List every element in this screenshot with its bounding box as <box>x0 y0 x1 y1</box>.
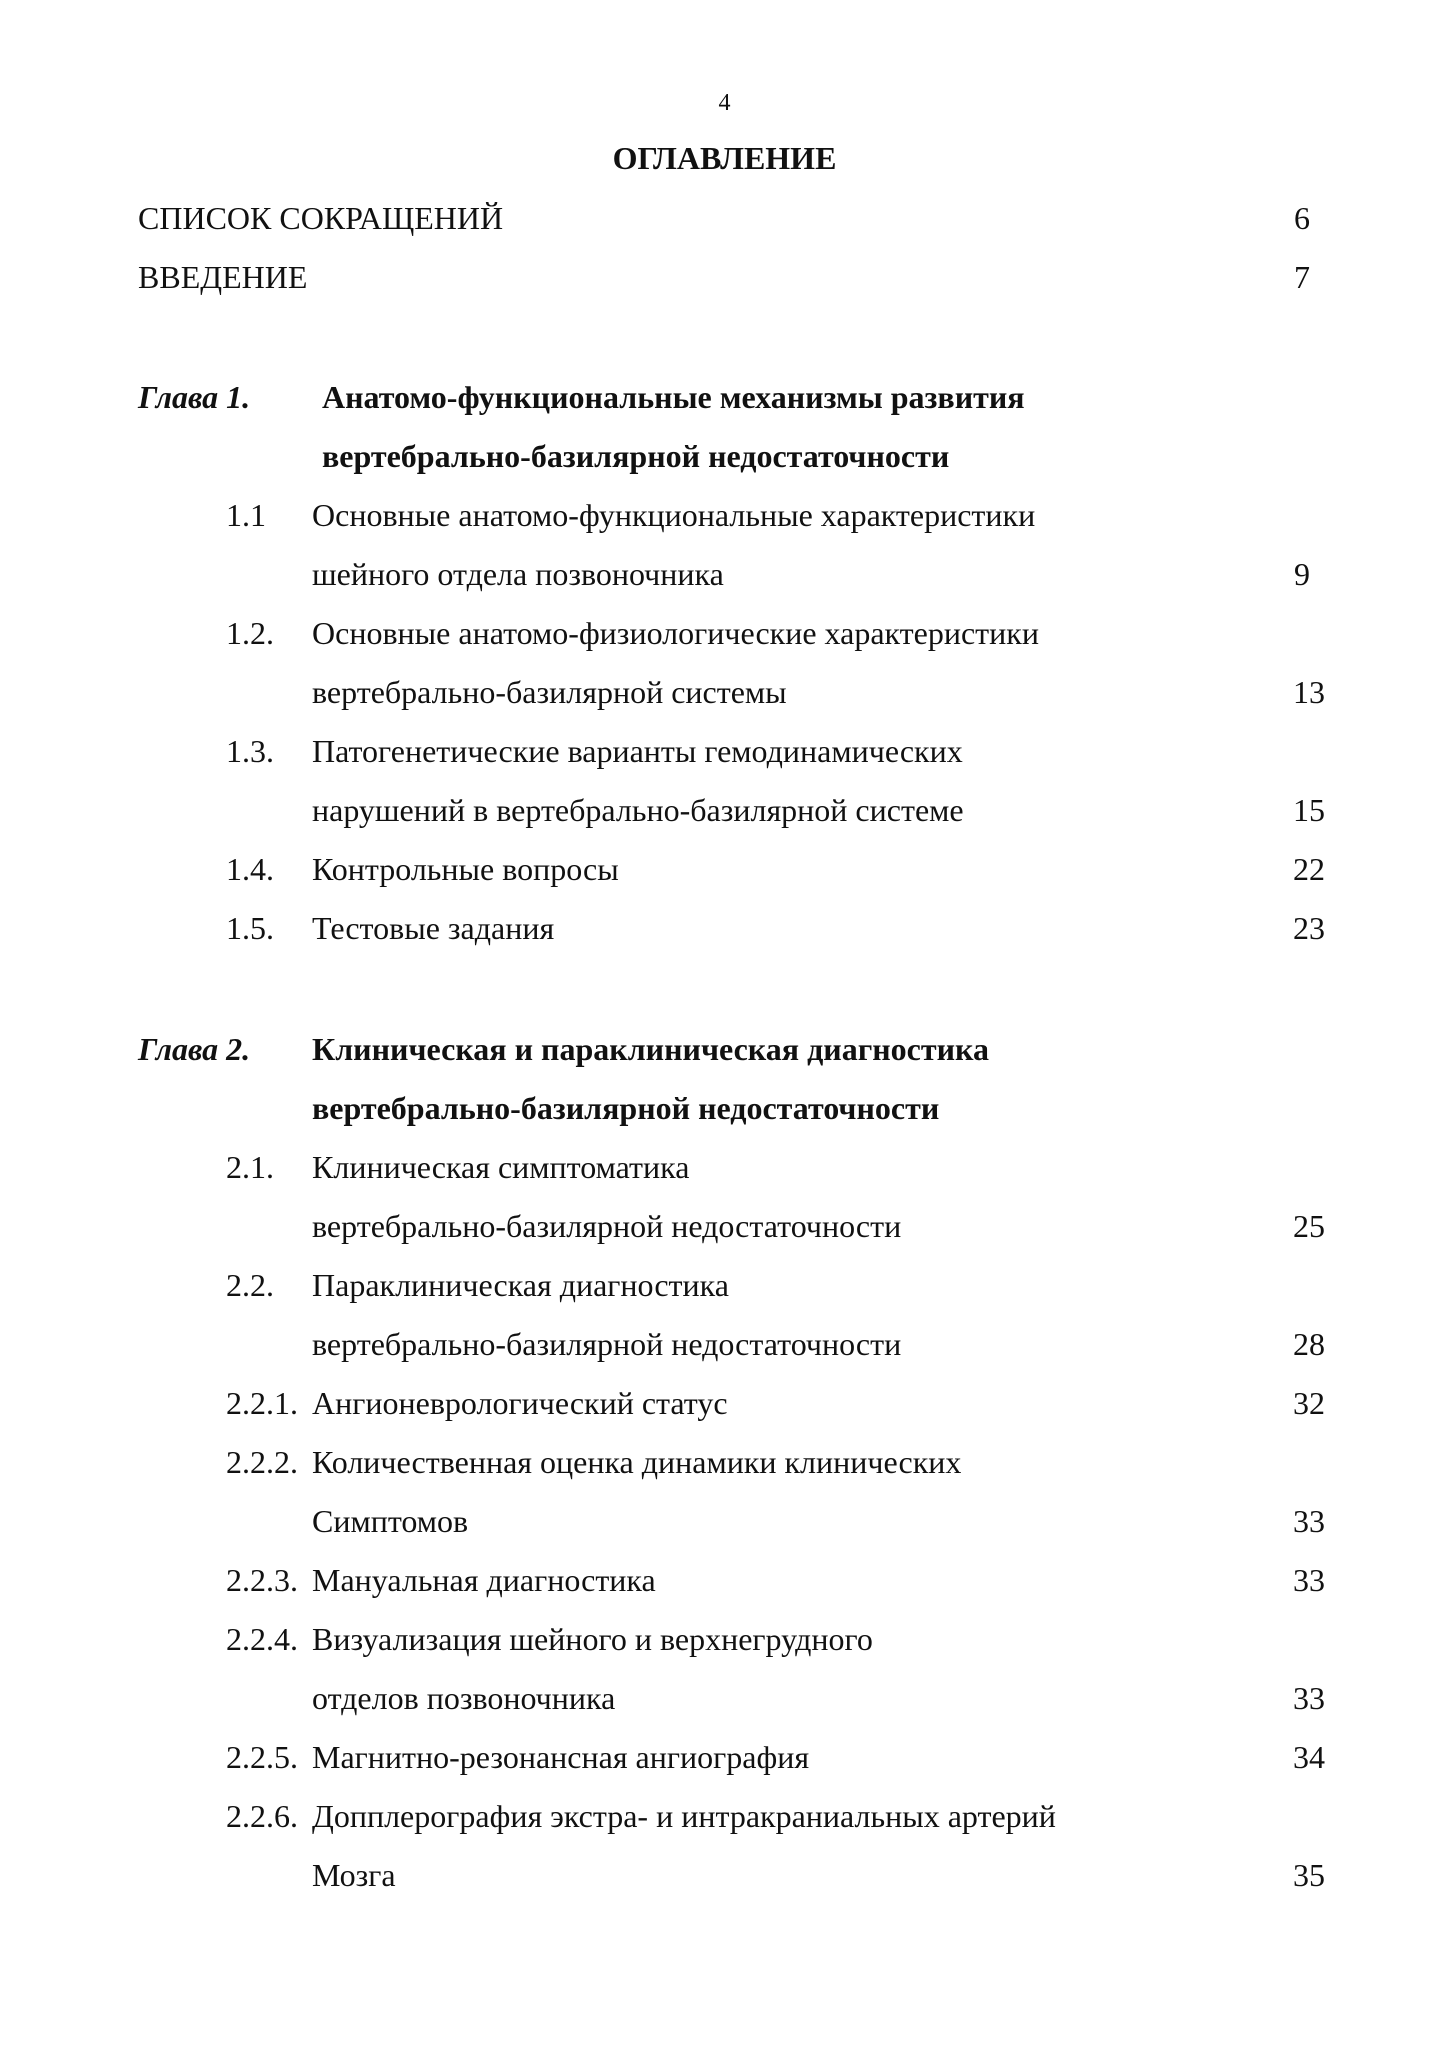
toc-page-number: 28 <box>1293 1326 1325 1362</box>
toc-page-number: 7 <box>1294 259 1310 295</box>
toc-entry-abbreviations: СПИСОК СОКРАЩЕНИЙ <box>138 200 504 236</box>
toc-page-number: 6 <box>1294 200 1310 236</box>
toc-section-number: 2.2.1. <box>226 1385 298 1421</box>
toc-section-title: Тестовые задания <box>312 910 555 946</box>
toc-section-number: 1.3. <box>226 733 274 769</box>
toc-page-number: 32 <box>1293 1385 1325 1421</box>
toc-section-title: Количественная оценка динамики клинических <box>312 1444 962 1480</box>
toc-page-number: 33 <box>1293 1562 1325 1598</box>
toc-page-number: 9 <box>1294 556 1310 592</box>
toc-section-number: 2.2.3. <box>226 1562 298 1598</box>
toc-section-title: Ангионеврологический статус <box>312 1385 728 1421</box>
toc-page-number: 22 <box>1293 851 1325 887</box>
toc-section-title: Визуализация шейного и верхнегрудного <box>312 1621 873 1657</box>
toc-section-title: шейного отдела позвоночника <box>312 556 724 592</box>
toc-section-title: Основные анатомо-физиологические характеристики <box>312 615 1039 651</box>
toc-section-number: 2.2.2. <box>226 1444 298 1480</box>
toc-section-number: 2.1. <box>226 1149 274 1185</box>
toc-section-title: Патогенетические варианты гемодинамических <box>312 733 963 769</box>
page-number: 4 <box>718 90 731 116</box>
toc-page-number: 25 <box>1293 1208 1325 1244</box>
toc-section-number: 2.2.5. <box>226 1739 298 1775</box>
toc-page-number: 15 <box>1293 792 1325 828</box>
toc-entry-introduction: ВВЕДЕНИЕ <box>138 259 308 295</box>
toc-section-title: Магнитно-резонансная ангиография <box>312 1739 810 1775</box>
chapter-2-title: Клиническая и параклиническая диагностика <box>312 1031 989 1067</box>
toc-section-number: 2.2. <box>226 1267 274 1303</box>
chapter-1-title: вертебрально-базилярной недостаточности <box>322 438 950 474</box>
toc-page-number: 13 <box>1293 674 1325 710</box>
toc-section-title: Контрольные вопросы <box>312 851 619 887</box>
toc-section-number: 2.2.4. <box>226 1621 298 1657</box>
toc-section-title: нарушений в вертебрально-базилярной системе <box>312 792 964 828</box>
toc-page-number: 33 <box>1293 1680 1325 1716</box>
toc-section-number: 1.2. <box>226 615 274 651</box>
chapter-2-title: вертебрально-базилярной недостаточности <box>312 1090 940 1126</box>
chapter-1-title: Анатомо-функциональные механизмы развития <box>322 379 1025 415</box>
toc-section-number: 1.5. <box>226 910 274 946</box>
toc-page-number: 35 <box>1293 1857 1325 1893</box>
toc-section-title: вертебрально-базилярной недостаточности <box>312 1326 902 1362</box>
toc-section-title: Симптомов <box>312 1503 469 1539</box>
toc-section-title: Параклиническая диагностика <box>312 1267 729 1303</box>
toc-page-number: 33 <box>1293 1503 1325 1539</box>
toc-heading: ОГЛАВЛЕНИЕ <box>612 140 837 176</box>
toc-section-title: отделов позвоночника <box>312 1680 616 1716</box>
toc-section-title: Допплерография экстра- и интракраниальных артерий <box>312 1798 1056 1834</box>
toc-section-title: вертебрально-базилярной системы <box>312 674 787 710</box>
toc-page-number: 23 <box>1293 910 1325 946</box>
toc-section-title: Клиническая симптоматика <box>312 1149 690 1185</box>
toc-page-number: 34 <box>1293 1739 1325 1775</box>
toc-section-number: 2.2.6. <box>226 1798 298 1834</box>
toc-section-title: Мозга <box>312 1857 396 1893</box>
toc-section-title: Основные анатомо-функциональные характеристики <box>312 497 1036 533</box>
toc-section-number: 1.1 <box>226 497 266 533</box>
chapter-2-label: Глава 2. <box>138 1031 251 1067</box>
chapter-1-label: Глава 1. <box>138 379 251 415</box>
toc-section-title: вертебрально-базилярной недостаточности <box>312 1208 902 1244</box>
toc-section-title: Мануальная диагностика <box>312 1562 656 1598</box>
toc-section-number: 1.4. <box>226 851 274 887</box>
